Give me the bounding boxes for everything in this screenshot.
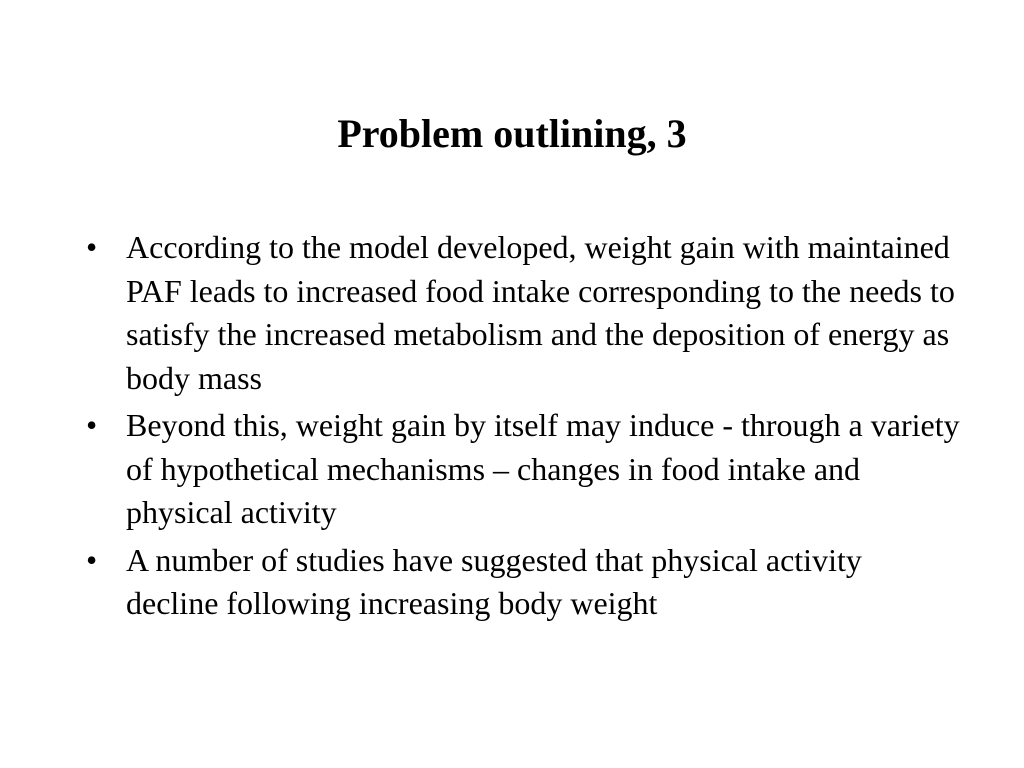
bullet-icon: •	[86, 541, 98, 578]
slide-title: Problem outlining, 3	[337, 111, 687, 156]
bullet-icon: •	[86, 407, 98, 443]
bullet-text: A number of studies have suggested that physical activity decline following increasing body weight	[126, 541, 862, 621]
bullet-text: According to the model developed, weight gain with maintained PAF leads to increased food intake corresponding to the needs to satisfy the increased metabolism and the deposition of energy as body mass	[126, 229, 955, 396]
bullet-item	[82, 226, 962, 400]
bullet-text: Beyond this, weight gain by itself may induce - through a variety of hypothetical mechanisms – changes in food intake and physical activity	[126, 407, 960, 530]
bullet-item	[82, 404, 962, 535]
bullet-list	[82, 226, 962, 630]
bullet-icon: •	[86, 229, 98, 265]
bullet-item	[82, 539, 962, 626]
